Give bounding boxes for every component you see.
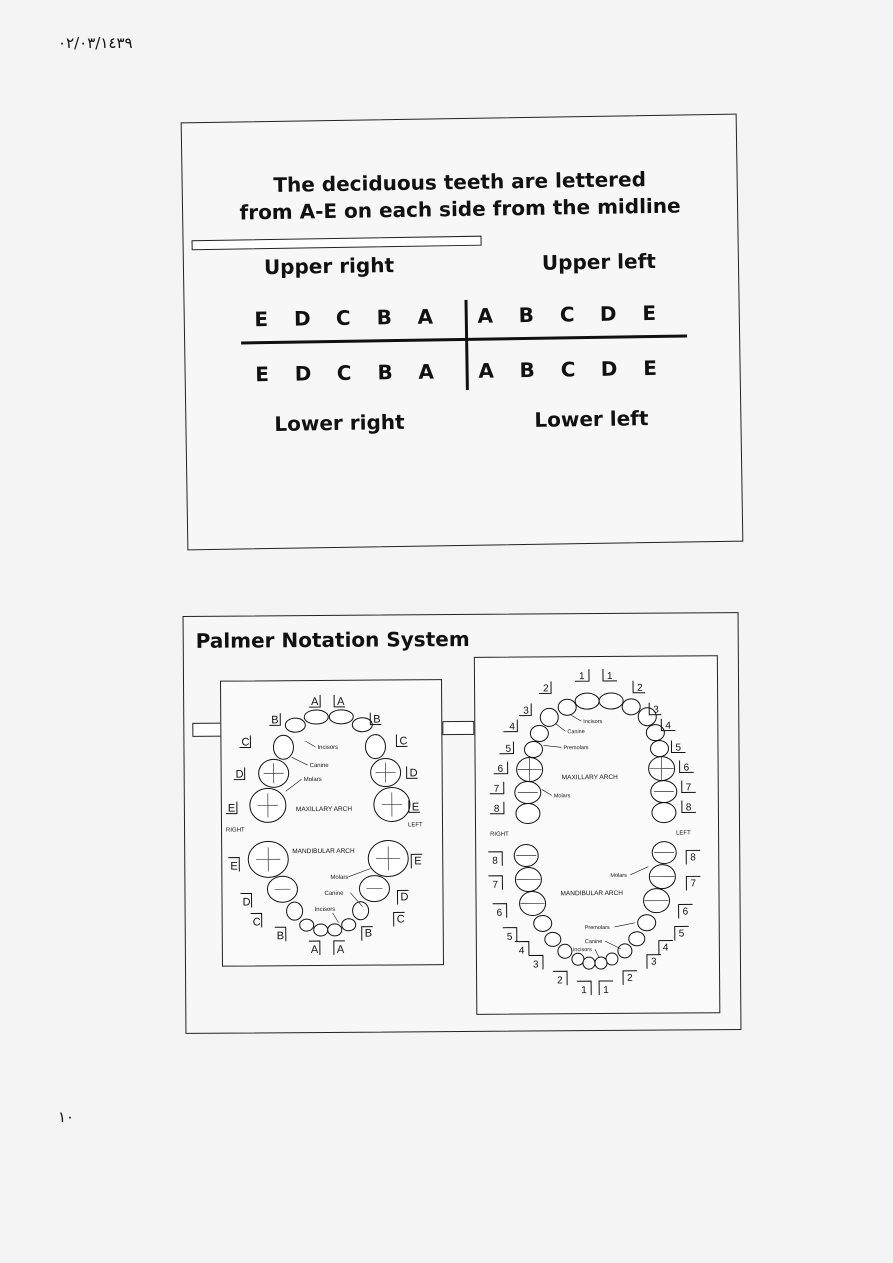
letter: C xyxy=(559,302,575,327)
letter: A xyxy=(478,358,495,383)
bracket-label: C xyxy=(241,736,250,749)
tooth-lower-left-1 xyxy=(595,957,607,969)
bracket-label: C xyxy=(396,913,405,926)
tooth-lower-right-1 xyxy=(583,957,595,969)
tooth-lower-right-3 xyxy=(558,944,572,958)
bracket-label: E xyxy=(414,855,422,868)
bracket-label: 6 xyxy=(682,906,689,918)
label-lower-left: Lower left xyxy=(534,406,649,432)
bracket-label: 8 xyxy=(493,803,500,815)
tooth-upper-left-c xyxy=(365,735,385,759)
tooth-lower-left-a xyxy=(328,924,342,936)
upper-left-letters xyxy=(465,301,670,328)
bracket-label: A xyxy=(337,695,345,708)
tooth-upper-left-2 xyxy=(622,699,640,715)
bracket-label: E xyxy=(411,801,420,814)
bracket-label: 5 xyxy=(678,928,685,940)
label-incisors: Incisors xyxy=(572,947,592,954)
label-canine: Canine xyxy=(309,762,329,770)
label-canine: Canine xyxy=(324,890,344,897)
tooth-upper-left-a xyxy=(329,710,353,724)
deciduous-arch-diagram xyxy=(221,680,443,966)
label-mandibular-arch: MANDIBULAR ARCH xyxy=(292,847,355,856)
label-incisors: Incisors xyxy=(317,744,339,752)
tooth-lower-left-b xyxy=(342,919,356,931)
letter: B xyxy=(518,302,535,328)
label-incisors: Incisors xyxy=(583,719,603,726)
tooth-upper-right-8 xyxy=(516,803,540,823)
tooth-lower-right-5 xyxy=(534,915,552,931)
label-incisors: Incisors xyxy=(314,906,336,914)
bracket-label: 2 xyxy=(627,972,633,984)
letter: D xyxy=(600,356,618,381)
tooth-lower-right-c xyxy=(287,902,303,920)
bracket-label: 2 xyxy=(557,975,563,987)
page-number: ١٠ xyxy=(58,1108,75,1126)
label-mandibular-arch: MANDIBULAR ARCH xyxy=(560,889,624,898)
label-right: RIGHT xyxy=(226,827,245,834)
label-left: LEFT xyxy=(407,822,423,829)
bracket-label: 7 xyxy=(690,878,697,890)
tooth-upper-right-5 xyxy=(524,741,542,757)
letter: E xyxy=(643,355,658,381)
tooth-upper-left-5 xyxy=(650,741,668,757)
bracket-label: B xyxy=(271,714,279,727)
bracket-label: B xyxy=(373,713,381,726)
bracket-label: 1 xyxy=(603,984,609,997)
tooth-lower-left-5 xyxy=(638,915,656,931)
bracket-label: 4 xyxy=(665,720,671,732)
tooth-lower-right-2 xyxy=(572,953,584,965)
bracket-label: E xyxy=(230,860,238,873)
deciduous-arch-figure xyxy=(220,679,444,967)
bracket-label: 5 xyxy=(506,931,513,943)
bracket-label: 2 xyxy=(543,683,549,695)
label-maxillary-arch: MAXILLARY ARCH xyxy=(561,773,618,782)
bracket-label: 6 xyxy=(683,762,690,774)
bracket-label: D xyxy=(242,896,251,909)
tooth-lower-right-b xyxy=(300,919,314,931)
bracket-label: 7 xyxy=(685,782,692,794)
label-upper-right: Upper right xyxy=(263,253,395,280)
letter: C xyxy=(560,357,576,382)
letter: A xyxy=(477,303,494,328)
tooth-upper-right-a xyxy=(304,710,328,724)
bracket-label: 3 xyxy=(532,959,539,971)
bracket-label: 3 xyxy=(523,705,529,717)
bracket-label: 1 xyxy=(578,671,585,683)
letter: B xyxy=(519,357,535,383)
bracket-label: B xyxy=(364,927,373,940)
letter: E xyxy=(642,300,657,326)
letter: C xyxy=(336,360,352,385)
bracket-label: 4 xyxy=(509,721,515,733)
letter: D xyxy=(294,361,312,386)
title-line-2: from A-E on each side from the midline xyxy=(239,193,681,225)
tooth-lower-right-4 xyxy=(545,932,561,946)
title-line-1: The deciduous teeth are lettered xyxy=(273,167,647,197)
bracket-label: 4 xyxy=(662,942,669,954)
bracket-label: 3 xyxy=(650,956,657,968)
label-molars: Molars xyxy=(610,872,627,879)
lower-left-letters xyxy=(465,356,670,383)
label-canine: Canine xyxy=(584,939,603,946)
tooth-upper-left-b xyxy=(352,718,372,732)
bracket-label: 8 xyxy=(685,802,692,814)
bracket-label: 6 xyxy=(496,907,503,919)
page-date: ٠٢/٠٣/١٤٣٩ xyxy=(58,34,133,52)
bracket-label: D xyxy=(400,891,409,904)
letter: A xyxy=(417,304,434,329)
slide-title xyxy=(182,165,737,228)
tooth-upper-right-2 xyxy=(558,699,576,715)
bracket-label: 1 xyxy=(606,670,613,682)
bracket-label: D xyxy=(235,768,244,781)
label-right: RIGHT xyxy=(490,831,509,838)
bracket-label: 7 xyxy=(493,783,500,795)
tooth-upper-right-b xyxy=(285,718,305,732)
bracket-label: 6 xyxy=(497,763,504,775)
bracket-label: 1 xyxy=(581,985,587,997)
letter: D xyxy=(599,301,617,326)
label-maxillary-arch: MAXILLARY ARCH xyxy=(295,805,353,814)
bracket-label: B xyxy=(276,930,285,943)
bracket-label: A xyxy=(310,944,319,957)
tooth-lower-left-3 xyxy=(618,944,632,958)
label-premolars: Premolars xyxy=(584,924,610,932)
bracket-label: 5 xyxy=(505,743,512,755)
letter: D xyxy=(293,306,311,331)
permanent-arch-figure xyxy=(474,655,720,1015)
bracket-label: 8 xyxy=(690,852,696,864)
decorative-bar xyxy=(192,236,482,251)
bracket-label: E xyxy=(227,802,236,815)
tooth-upper-right-1 xyxy=(575,693,599,709)
tooth-lower-left-2 xyxy=(606,953,618,965)
tooth-lower-left-4 xyxy=(629,932,645,946)
decorative-tab xyxy=(442,721,474,735)
tooth-lower-right-a xyxy=(314,924,328,936)
label-molars: Molars xyxy=(303,776,322,784)
bracket-label: 7 xyxy=(492,879,499,891)
bracket-label: 5 xyxy=(675,742,682,754)
bracket-label: A xyxy=(336,943,345,956)
tooth-upper-left-1 xyxy=(599,693,623,709)
bracket-label: 2 xyxy=(637,682,643,694)
label-left: LEFT xyxy=(676,830,691,837)
lower-right-letters xyxy=(241,359,446,386)
letter: B xyxy=(376,305,393,330)
label-canine: Canine xyxy=(567,729,585,736)
tooth-upper-right-c xyxy=(273,735,293,759)
bracket-label: D xyxy=(409,767,418,780)
label-premolars: Premolars xyxy=(563,745,589,752)
letter: C xyxy=(335,305,351,330)
bracket-label: C xyxy=(399,735,408,748)
tooth-upper-right-4 xyxy=(530,725,548,741)
label-upper-left: Upper left xyxy=(541,248,657,275)
bracket-label: 4 xyxy=(518,945,525,957)
slide-deciduous-lettering xyxy=(181,114,744,551)
letter: B xyxy=(377,360,393,385)
letter: E xyxy=(255,362,270,387)
bracket-label: 8 xyxy=(492,855,498,867)
slide-palmer-notation xyxy=(183,612,742,1034)
bracket-label: 3 xyxy=(653,704,659,716)
slide-title: Palmer Notation System xyxy=(195,626,470,653)
tooth-upper-left-8 xyxy=(652,803,676,823)
bracket-label: A xyxy=(311,695,319,709)
label-lower-right: Lower right xyxy=(274,409,405,436)
bracket-label: C xyxy=(252,916,261,929)
label-molars: Molars xyxy=(553,793,571,800)
letter: A xyxy=(418,359,435,384)
letter: E xyxy=(254,307,269,332)
label-molars: Molars xyxy=(330,874,349,881)
upper-right-letters xyxy=(241,304,446,331)
permanent-arch-diagram xyxy=(475,656,719,1014)
